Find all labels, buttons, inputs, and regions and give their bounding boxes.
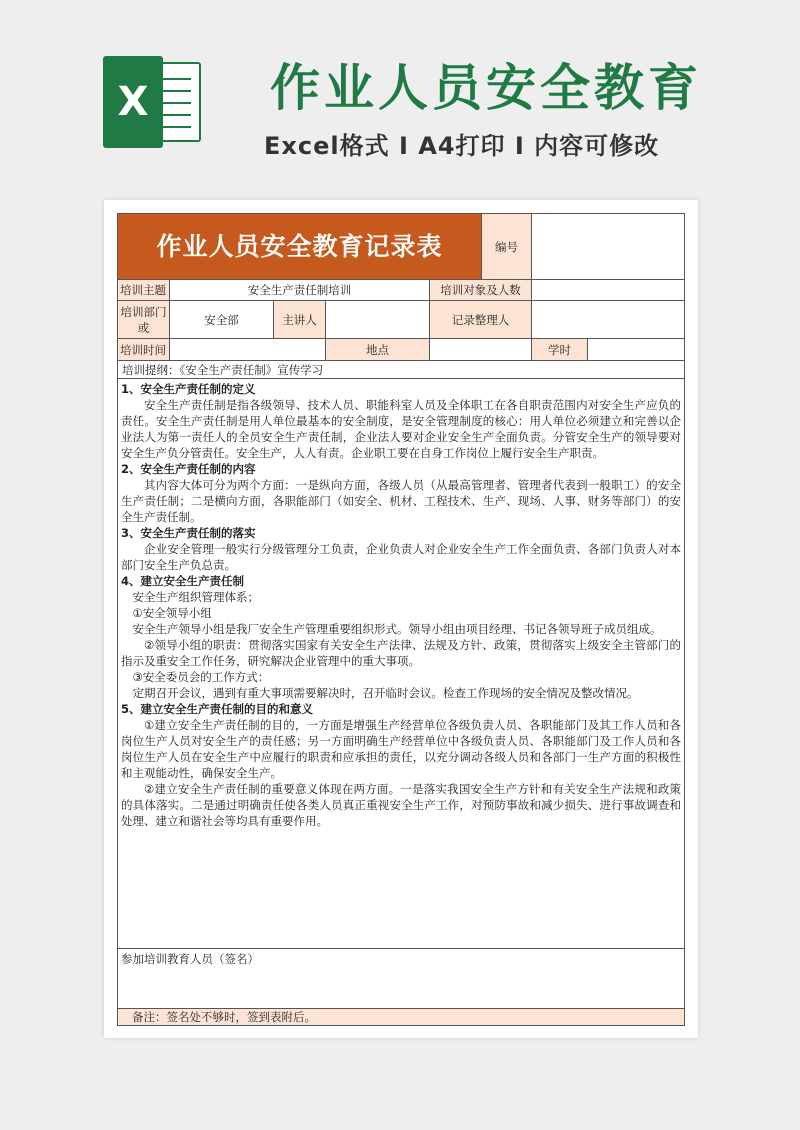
number-value[interactable] xyxy=(532,214,685,280)
banner-subtitle: Excel格式 Ⅰ A4打印 Ⅰ 内容可修改 xyxy=(264,132,660,160)
dept-label: 培训部门或 xyxy=(118,301,170,339)
hours-value[interactable] xyxy=(588,339,684,360)
section-heading: 4、建立安全生产责任制 xyxy=(121,574,245,588)
time-label: 培训时间 xyxy=(118,339,170,361)
section-paragraph: 定期召开会议，遇到有重大事项需要解决时，召开临时会议。检查工作现场的安全情况及整改情况。 xyxy=(132,686,639,700)
note-line: 备注：签名处不够时，签到表附后。 xyxy=(118,1009,685,1026)
hours-label: 学时 xyxy=(532,339,588,360)
section-paragraph: 安全生产领导小组是我厂安全生产管理重要组织形式。领导小组由项目经理、书记各领导班子成员组成。 xyxy=(132,622,662,636)
section-paragraph: 企业安全管理一般实行分级管理分工负责，企业负责人对企业安全生产工作全面负责、各部门负责人对本部门安全生产负总责。 xyxy=(121,542,681,572)
banner-title: 作业人员安全教育 xyxy=(270,59,702,117)
form-title: 作业人员安全教育记录表 xyxy=(118,214,482,280)
dept-value[interactable]: 安全部 xyxy=(170,301,274,339)
audience-value[interactable] xyxy=(532,280,685,301)
recorder-label: 记录整理人 xyxy=(430,301,532,339)
section-paragraph: 安全生产责任制是指各级领导、技术人员、职能科室人员及全体职工在各自职责范围内对安全生产应负的责任。安全生产责任制是用人单位最基本的安全制度，是安全管理制度的核心：用人单位必须建立和完善以企业法人为第一责任人的全员安全生产责任制，企业法人要对企业安全生产全面负责。分管安全生产的领导要对安全生产负分管责任。安全生产，人人有责。企业职工要在自身工作岗位上履行安全生产职责。 xyxy=(121,398,681,460)
excel-letter: X xyxy=(103,56,163,148)
lecturer-value[interactable] xyxy=(326,301,430,339)
topic-label: 培训主题 xyxy=(118,280,170,301)
time-value[interactable] xyxy=(170,339,326,361)
section-heading: 5、建立安全生产责任制的目的和意义 xyxy=(121,702,313,716)
document-sheet xyxy=(104,200,698,1038)
hours-cell xyxy=(532,339,685,361)
section-paragraph: ②领导小组的职责：贯彻落实国家有关安全生产法律、法规及方针、政策，贯彻落实上级安全主管部门的指示及重安全工作任务，研究解决企业管理中的重大事项。 xyxy=(121,638,681,668)
page-header xyxy=(0,0,800,190)
section-paragraph: ②建立安全生产责任制的重要意义体现在两方面。一是落实我国安全生产方针和有关安全生产法规和政策的具体落实。二是通过明确责任使各类人员真正重视安全生产工作，对预防事故和减少损失、进行事故调查和处理、建立和谐社会等均具有重要作用。 xyxy=(121,782,681,828)
record-form xyxy=(117,213,685,1026)
section-paragraph: ①安全领导小组 xyxy=(132,606,212,620)
section-paragraph: ①建立安全生产责任制的目的，一方面是增强生产经营单位各级负责人员、各职能部门及其工作人员和各岗位生产人员对安全生产的责任感；另一方面明确生产经营单位中各级负责人员、各职能部门及工作人员和各岗位生产人员在安全生产中应履行的职责和应承担的责任，以充分调动各级人员和各部门一生产方面的积极性和主观能动性，确保安全生产。 xyxy=(121,718,681,780)
signature-label: 参加培训教育人员（签名） xyxy=(121,952,259,966)
section-paragraph: ③安全委员会的工作方式： xyxy=(132,670,270,684)
content-body xyxy=(118,379,685,949)
place-label: 地点 xyxy=(326,339,430,361)
section-heading: 3、安全生产责任制的落实 xyxy=(121,526,256,540)
audience-label: 培训对象及人数 xyxy=(430,280,532,301)
place-value[interactable] xyxy=(430,339,532,361)
lecturer-label: 主讲人 xyxy=(274,301,326,339)
section-paragraph: 安全生产组织管理体系； xyxy=(132,590,259,604)
topic-value[interactable]: 安全生产责任制培训 xyxy=(170,280,430,301)
content-sections xyxy=(121,381,681,829)
recorder-value[interactable] xyxy=(532,301,685,339)
number-label: 编号 xyxy=(482,214,532,280)
signature-cell[interactable] xyxy=(118,949,685,1009)
section-heading: 2、安全生产责任制的内容 xyxy=(121,462,256,476)
outline-line: 培训提纲：《安全生产责任制》宣传学习 xyxy=(118,361,685,379)
section-heading: 1、安全生产责任制的定义 xyxy=(121,382,256,396)
excel-icon xyxy=(103,56,203,148)
section-paragraph: 其内容大体可分为两个方面：一是纵向方面，各级人员（从最高管理者、管理者代表到一般职工）的安全生产责任制；二是横向方面，各职能部门（如安全、机材、工程技术、生产、现场、人事、财务等部门）的安全生产责任制。 xyxy=(121,478,681,524)
